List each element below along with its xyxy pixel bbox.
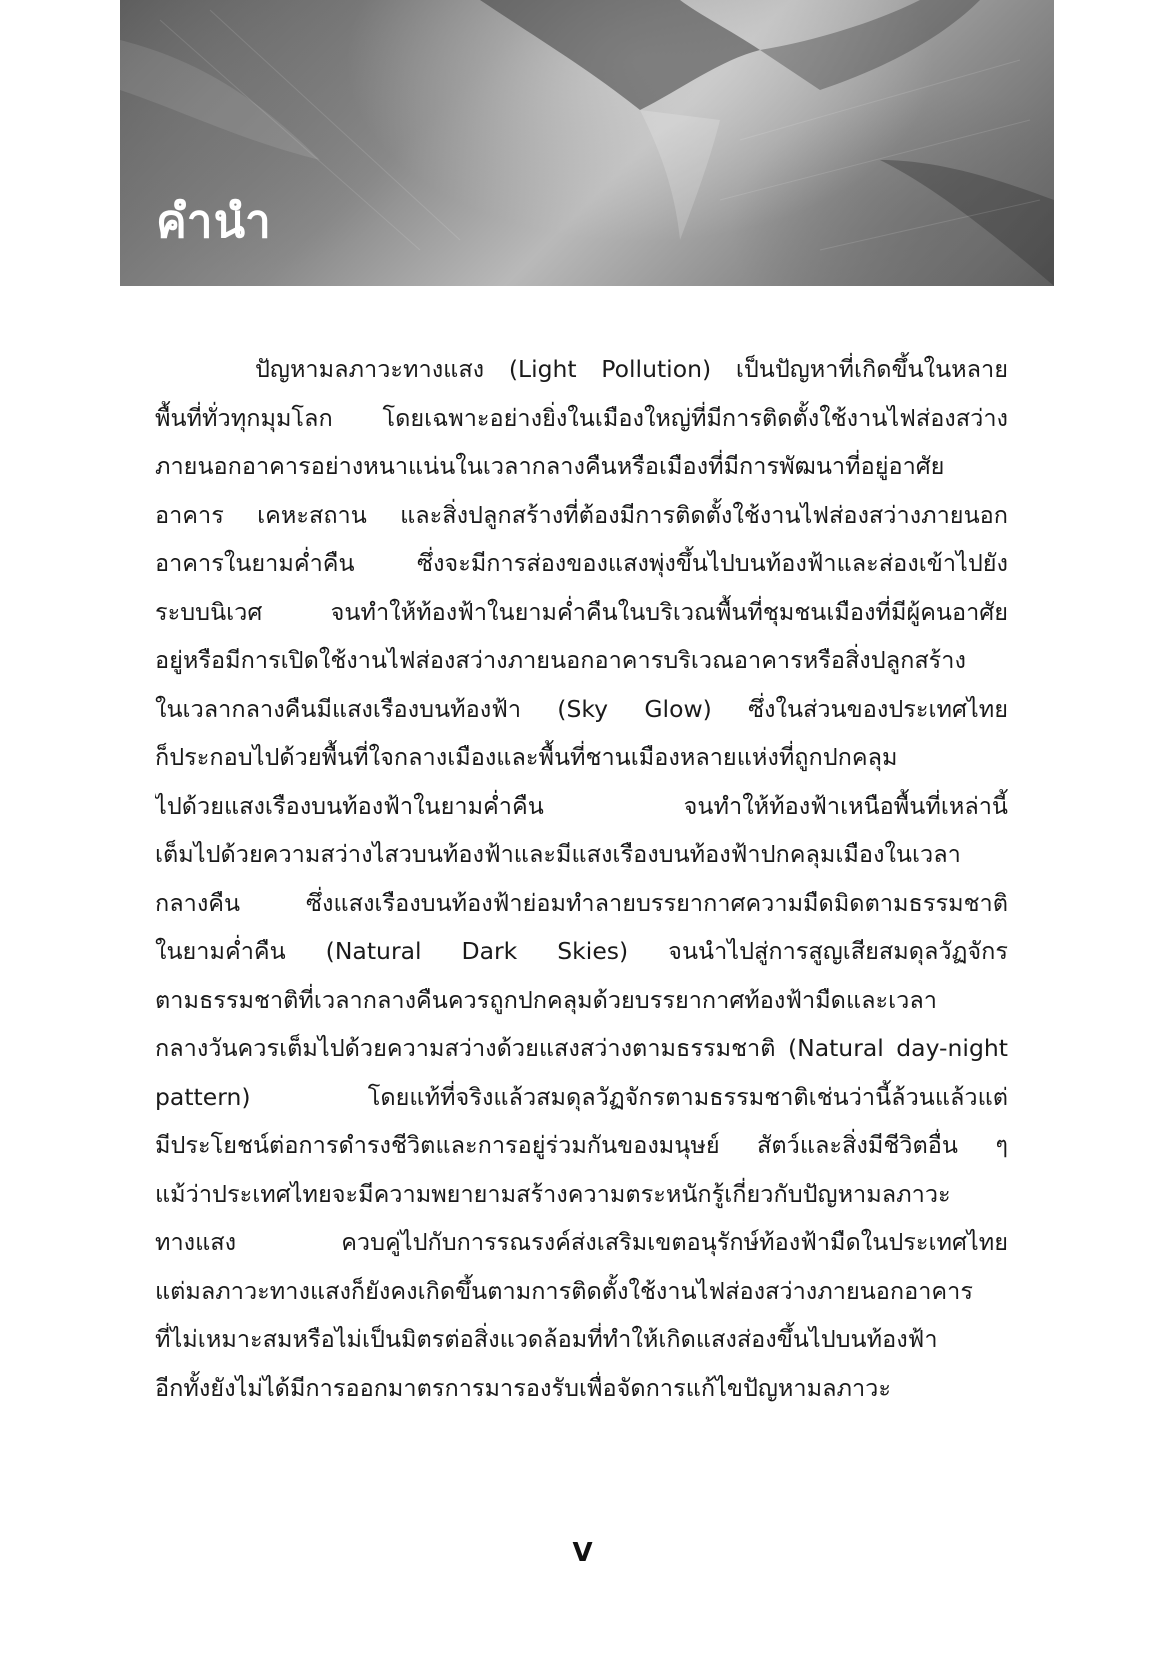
body-line: อาคาร เคหะสถาน และสิ่งปลูกสร้างที่ต้องมีการติดตั้งใช้งานไฟส่องสว่างภายนอก [155,500,1008,529]
body-line: อีกทั้งยังไม่ได้มีการออกมาตรการมารองรับเพื่อจัดการแก้ไขปัญหามลภาวะ [155,1373,891,1402]
body-line: ก็ประกอบไปด้วยพื้นที่ใจกลางเมืองและพื้นที่ชานเมืองหลายแห่งที่ถูกปกคลุม [155,743,898,771]
body-line: อาคารในยามค่ำคืน ซึ่งจะมีการส่องของแสงพุ่งขึ้นไปบนท้องฟ้าและส่องเข้าไปยัง [155,549,1008,577]
body-line: แม้ว่าประเทศไทยจะมีความพยายามสร้างความตระหนักรู้เกี่ยวกับปัญหามลภาวะ [155,1179,951,1208]
body-line: กลางวันควรเต็มไปด้วยความสว่างด้วยแสงสว่างตามธรรมชาติ (Natural day-night [155,1034,1008,1062]
body-line: อยู่หรือมีการเปิดใช้งานไฟส่องสว่างภายนอกอาคารบริเวณอาคารหรือสิ่งปลูกสร้าง [155,646,966,674]
body-line: ไปด้วยแสงเรืองบนท้องฟ้าในยามค่ำคืน จนทำให้ท้องฟ้าเหนือพื้นที่เหล่านี้ [155,791,1008,820]
body-line: ระบบนิเวศ จนทำให้ท้องฟ้าในยามค่ำคืนในบริเวณพื้นที่ชุมชนเมืองที่มีผู้คนอาศัย [155,597,1008,626]
page-number: V [572,1538,593,1568]
body-line: ปัญหามลภาวะทางแสง (Light Pollution) เป็นปัญหาที่เกิดขึ้นในหลาย [255,355,1008,383]
body-line: กลางคืน ซึ่งแสงเรืองบนท้องฟ้าย่อมทำลายบรรยากาศความมืดมิดตามธรรมชาติ [155,888,1008,917]
body-line: แต่มลภาวะทางแสงก็ยังคงเกิดขึ้นตามการติดตั้งใช้งานไฟส่องสว่างภายนอกอาคาร [155,1276,973,1305]
body-line: ในยามค่ำคืน (Natural Dark Skies) จนนำไปสู่การสูญเสียสมดุลวัฏจักร [155,937,1008,965]
preface-body [155,345,1008,1412]
body-line: ภายนอกอาคารอย่างหนาแน่นในเวลากลางคืนหรือเมืองที่มีการพัฒนาที่อยู่อาศัย [155,452,945,480]
body-line: ตามธรรมชาติที่เวลากลางคืนควรถูกปกคลุมด้วยบรรยากาศท้องฟ้ามืดและเวลา [155,985,937,1014]
body-line: ในเวลากลางคืนมีแสงเรืองบนท้องฟ้า (Sky Glow) ซึ่งในส่วนของประเทศไทย [155,694,1008,723]
body-line: pattern) โดยแท้ที่จริงแล้วสมดุลวัฏจักรตามธรรมชาติเช่นว่านี้ล้วนแล้วแต่ [155,1082,1008,1111]
body-line: พื้นที่ทั่วทุกมุมโลก โดยเฉพาะอย่างยิ่งในเมืองใหญ่ที่มีการติดตั้งใช้งานไฟส่องสว่าง [155,403,1008,432]
body-line: มีประโยชน์ต่อการดำรงชีวิตและการอยู่ร่วมกันของมนุษย์ สัตว์และสิ่งมีชีวิตอื่น ๆ [155,1131,1008,1159]
body-line: ทางแสง ควบคู่ไปกับการรณรงค์ส่งเสริมเขตอนุรักษ์ท้องฟ้ามืดในประเทศไทย [155,1228,1008,1256]
header-banner [120,0,1054,286]
body-line: ที่ไม่เหมาะสมหรือไม่เป็นมิตรต่อสิ่งแวดล้อมที่ทำให้เกิดแสงส่องขึ้นไปบนท้องฟ้า [155,1325,938,1353]
body-line: เต็มไปด้วยความสว่างไสวบนท้องฟ้าและมีแสงเรืองบนท้องฟ้าปกคลุมเมืองในเวลา [155,840,961,868]
page-title: คำนำ [156,194,272,248]
